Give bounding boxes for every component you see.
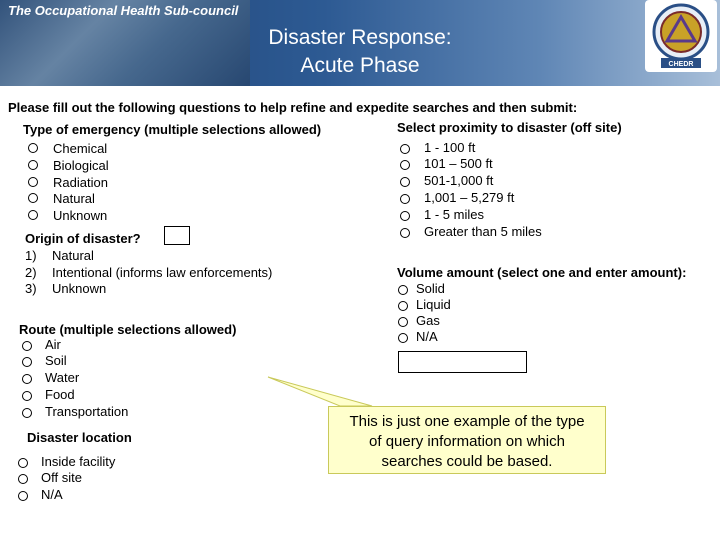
- volume-label-solid: Solid: [416, 281, 445, 296]
- proximity-label-6: Greater than 5 miles: [424, 224, 542, 239]
- route-label-food: Food: [45, 387, 75, 402]
- origin-num-1: 1): [25, 248, 37, 263]
- callout-note: [328, 406, 606, 474]
- location-label-na: N/A: [41, 487, 63, 502]
- origin-num-2: 2): [25, 265, 37, 280]
- route-heading: Route (multiple selections allowed): [19, 322, 237, 337]
- emergency-label-natural: Natural: [53, 191, 95, 206]
- callout-line-2: of query information on which: [369, 433, 565, 450]
- emergency-heading: Type of emergency (multiple selections allowed): [23, 122, 322, 137]
- callout-line-1: This is just one example of the type: [349, 413, 585, 430]
- proximity-heading: Select proximity to disaster (off site): [397, 120, 622, 135]
- org-name: The Occupational Health Sub-council: [8, 3, 239, 18]
- volume-label-gas: Gas: [416, 313, 440, 328]
- origin-label-2: Intentional (informs law enforcements): [52, 265, 273, 280]
- proximity-label-1: 1 - 100 ft: [424, 140, 476, 155]
- title-line-2: Acute Phase: [300, 54, 420, 77]
- location-label-off-site: Off site: [41, 470, 82, 485]
- proximity-label-5: 1 - 5 miles: [424, 207, 484, 222]
- logo-text: CHEDR: [668, 61, 694, 68]
- emergency-label-radiation: Radiation: [53, 175, 108, 190]
- route-label-water: Water: [45, 370, 80, 385]
- emergency-label-biological: Biological: [53, 158, 109, 173]
- volume-heading: Volume amount (select one and enter amount):: [397, 265, 687, 280]
- emergency-label-unknown: Unknown: [53, 208, 108, 223]
- title-line-1: Disaster Response:: [268, 26, 452, 49]
- route-label-soil: Soil: [45, 353, 67, 368]
- proximity-label-3: 501-1,000 ft: [424, 173, 494, 188]
- origin-heading: Origin of disaster?: [25, 231, 141, 246]
- location-label-inside-facility: Inside facility: [41, 454, 116, 469]
- emergency-label-chemical: Chemical: [53, 141, 108, 156]
- proximity-label-4: 1,001 – 5,279 ft: [424, 190, 515, 205]
- callout-line-3: searches could be based.: [381, 453, 553, 470]
- proximity-label-2: 101 – 500 ft: [424, 156, 493, 171]
- origin-label-3: Unknown: [52, 281, 107, 296]
- intro-text: Please fill out the following questions to help refine and expedite searches and then submit:: [8, 100, 578, 115]
- origin-num-3: 3): [25, 281, 37, 296]
- route-label-air: Air: [45, 337, 61, 352]
- origin-label-1: Natural: [52, 248, 94, 263]
- route-label-transportation: Transportation: [45, 404, 129, 419]
- volume-label-liquid: Liquid: [416, 297, 451, 312]
- location-heading: Disaster location: [27, 430, 132, 445]
- volume-label-na: N/A: [416, 329, 438, 344]
